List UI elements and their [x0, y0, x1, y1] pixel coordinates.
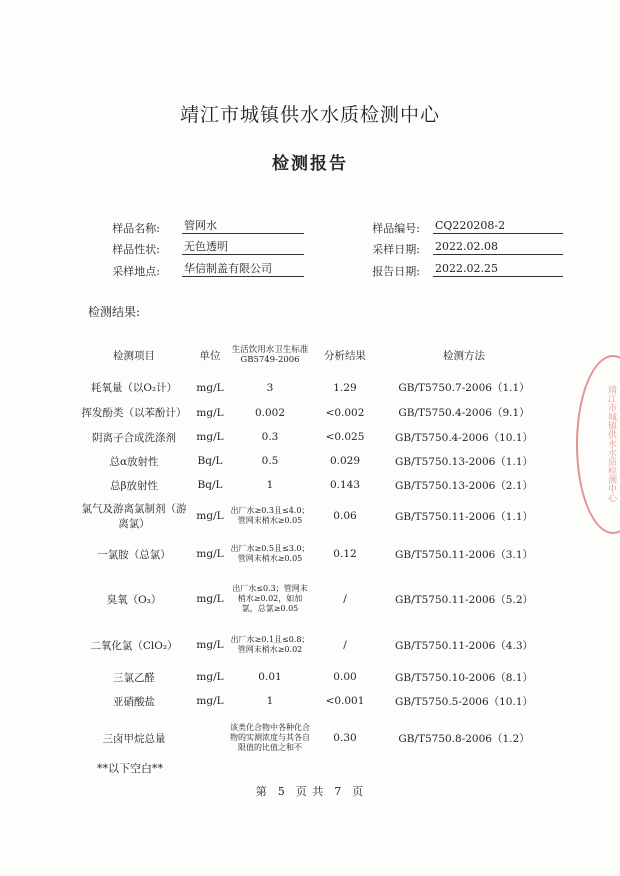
row-standard: 出厂水≥0.1且≤0.8；管网末梢水≥0.02 — [230, 635, 310, 654]
row-method: GB/T5750.10-2006（8.1） — [394, 671, 534, 684]
row-unit — [190, 713, 230, 763]
row-method: GB/T5750.13-2006（2.1） — [394, 479, 534, 492]
header-standard: 生活饮用水卫生标准GB5749-2006 — [231, 345, 309, 365]
table-row — [78, 535, 548, 573]
row-result: 0.143 — [329, 479, 361, 491]
row-item: 氯气及游离氯制剂（游离氯） — [81, 503, 187, 530]
row-standard: 0.5 — [261, 455, 279, 467]
table-row — [78, 425, 548, 449]
sampling-date-value: 2022.02.08 — [433, 240, 563, 255]
row-result: 0.12 — [333, 548, 357, 560]
seal-stamp-text: 靖江市城镇供水水质检测中心 — [606, 385, 616, 502]
row-unit: mg/L — [196, 639, 224, 651]
row-method: GB/T5750.11-2006（3.1） — [394, 548, 534, 561]
row-unit: mg/L — [196, 431, 224, 443]
row-item: 亚硝酸盐 — [113, 695, 155, 708]
report-date-value: 2022.02.25 — [433, 262, 563, 277]
results-table — [78, 335, 548, 763]
row-standard: 出厂水≥0.5且≤3.0；管网末梢水≥0.05 — [230, 544, 310, 563]
row-item: 挥发酚类（以苯酚计） — [81, 407, 187, 419]
row-result: <0.025 — [325, 431, 365, 443]
row-unit: mg/L — [196, 381, 224, 394]
report-title: 检测报告 — [272, 154, 348, 174]
row-method: GB/T5750.8-2006（1.2） — [398, 732, 530, 745]
row-unit: Bq/L — [197, 479, 223, 491]
header-result: 分析结果 — [324, 349, 366, 362]
table-row — [78, 713, 548, 763]
row-result: <0.001 — [325, 695, 365, 707]
report-date-label: 报告日期: — [372, 265, 420, 278]
page-suffix: 页 — [352, 785, 365, 798]
row-standard: 出厂水≥0.3且≤4.0；管网末梢水≥0.05 — [230, 506, 310, 525]
row-result: <0.002 — [325, 406, 365, 419]
row-result: 1.29 — [333, 381, 357, 394]
row-unit: mg/L — [196, 548, 224, 560]
table-row — [78, 449, 548, 473]
table-row — [78, 689, 548, 713]
row-standard: 0.01 — [258, 671, 282, 683]
blank-below-note: **以下空白** — [97, 762, 163, 775]
row-standard: 该类化合物中各种化合物的实测浓度与其各自限值的比值之和不 — [230, 723, 310, 752]
table-row — [78, 625, 548, 665]
sample-name-value: 管网水 — [182, 219, 304, 234]
row-unit: mg/L — [196, 510, 224, 522]
row-method: GB/T5750.11-2006（4.3） — [394, 639, 534, 652]
row-method: GB/T5750.5-2006（10.1） — [394, 695, 534, 708]
row-unit: mg/L — [196, 671, 224, 683]
row-unit: mg/L — [196, 695, 224, 707]
row-item: 臭氧（O₃） — [106, 593, 162, 606]
row-method: GB/T5750.4-2006（9.1） — [398, 407, 530, 419]
row-standard: 1 — [266, 695, 274, 707]
row-unit: Bq/L — [197, 455, 223, 467]
row-standard: 1 — [266, 479, 274, 491]
row-standard: 出厂水≤0.3；管网末梢水≥0.02，如加氯，总氯≥0.05 — [232, 584, 308, 613]
row-unit: mg/L — [196, 406, 224, 419]
row-item: 三氯乙醛 — [113, 671, 155, 684]
results-label: 检测结果: — [88, 305, 141, 319]
row-result: 0.06 — [333, 510, 357, 522]
page-total: 7 — [334, 785, 343, 798]
table-row — [78, 665, 548, 689]
row-item: 总β放射性 — [109, 479, 159, 492]
sampling-location-label: 采样地点: — [112, 265, 160, 278]
table-row — [78, 473, 548, 497]
sample-state-label: 样品性状: — [112, 243, 160, 256]
row-method: GB/T5750.11-2006（1.1） — [394, 510, 534, 523]
row-method: GB/T5750.11-2006（5.2） — [394, 593, 534, 606]
page-mid: 页 共 — [295, 785, 325, 798]
sample-state-value: 无色透明 — [182, 240, 304, 255]
header-unit: 单位 — [199, 349, 221, 362]
table-row — [78, 375, 548, 400]
table-row — [78, 497, 548, 535]
row-standard: 0.002 — [254, 406, 286, 419]
sample-number-value: CQ220208-2 — [433, 219, 563, 234]
row-unit: mg/L — [196, 593, 224, 605]
row-result: 0.00 — [333, 671, 357, 683]
table-header-row — [78, 335, 548, 375]
row-item: 耗氧量（以O₂计） — [90, 382, 178, 394]
row-item: 总α放射性 — [109, 455, 159, 468]
sampling-location-value: 华信制盖有限公司 — [182, 262, 304, 277]
row-standard: 3 — [266, 381, 274, 394]
org-name: 靖江市城镇供水水质检测中心 — [179, 104, 440, 126]
row-item: 一氯胺（总氯） — [97, 548, 171, 561]
header-item: 检测项目 — [113, 349, 155, 362]
header-method: 检测方法 — [443, 349, 485, 362]
row-item: 二氧化氯（ClO₂） — [90, 639, 178, 652]
row-standard: 0.3 — [261, 431, 279, 443]
row-method: GB/T5750.7-2006（1.1） — [398, 382, 530, 394]
row-result: / — [343, 593, 347, 605]
table-row — [78, 573, 548, 625]
sampling-date-label: 采样日期: — [372, 243, 420, 256]
row-result: 0.30 — [333, 732, 357, 744]
sample-name-label: 样品名称: — [112, 222, 160, 235]
page-prefix: 第 — [255, 785, 268, 798]
row-item: 阴离子合成洗涤剂 — [92, 431, 176, 444]
table-row — [78, 400, 548, 425]
row-result: / — [343, 639, 347, 651]
sample-number-label: 样品编号: — [372, 222, 420, 235]
row-method: GB/T5750.4-2006（10.1） — [394, 431, 534, 444]
row-result: 0.029 — [329, 455, 361, 467]
page-number — [0, 783, 620, 799]
page-current: 5 — [277, 785, 286, 798]
row-item: 三卤甲烷总量 — [102, 732, 166, 745]
row-method: GB/T5750.13-2006（1.1） — [394, 455, 534, 468]
